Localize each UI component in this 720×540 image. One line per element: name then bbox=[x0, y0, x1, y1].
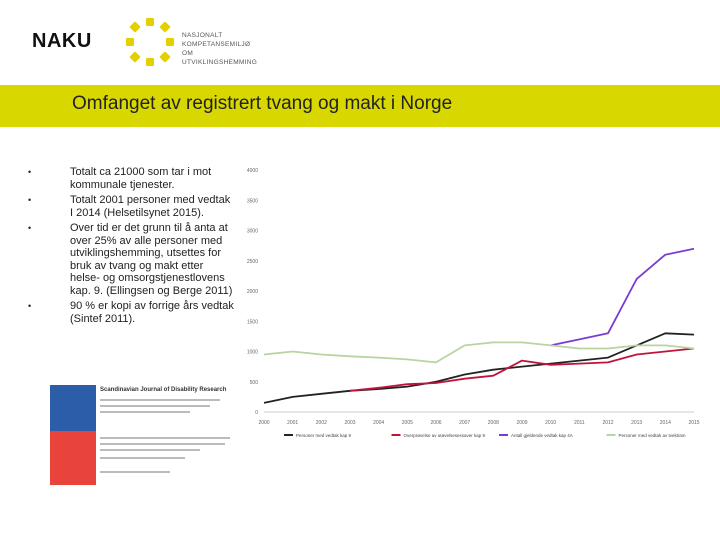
series-line bbox=[551, 249, 694, 346]
y-tick-label: 3500 bbox=[246, 198, 258, 205]
logo-subtitle bbox=[182, 31, 262, 67]
logo-text: NAKU bbox=[32, 30, 92, 52]
text-line bbox=[100, 405, 210, 407]
text-line bbox=[100, 443, 225, 445]
bullet-item: • Over tid er det grunn til å anta at over 25% av alle personer med utviklingshemming, utsettes for bruk av tvang og makt etter helse- og omsorgstjenestlovens kap. 9. (Ellingsen og Berge 2011) bbox=[28, 222, 236, 297]
legend-label: Antall gjeldende vedtak kap 4A bbox=[511, 433, 573, 438]
legend-label: Personer med vedtak av tvekt/am bbox=[618, 433, 686, 438]
y-tick-label: 3000 bbox=[246, 228, 258, 235]
x-tick-label: 2001 bbox=[287, 420, 299, 426]
legend-label: Personer med vedtak kap 9 bbox=[296, 433, 352, 438]
x-tick-label: 2005 bbox=[401, 420, 413, 426]
journal-cover-blue bbox=[50, 385, 96, 431]
slide-title: Omfanget av registrert tvang og makt i Norge bbox=[72, 93, 453, 114]
text-line bbox=[100, 437, 230, 439]
x-tick-label: 2010 bbox=[545, 420, 557, 426]
x-tick-label: 2006 bbox=[430, 420, 442, 426]
text-line bbox=[100, 457, 185, 459]
naku-logo bbox=[32, 16, 262, 68]
text-line bbox=[100, 399, 220, 401]
journal-thumbnail bbox=[50, 385, 236, 485]
line-chart bbox=[238, 158, 710, 448]
x-tick-label: 2012 bbox=[602, 420, 614, 426]
title-band bbox=[0, 85, 720, 127]
y-tick-label: 500 bbox=[249, 379, 258, 386]
x-tick-label: 2011 bbox=[573, 420, 585, 426]
x-tick-label: 2007 bbox=[459, 420, 471, 426]
x-tick-label: 2015 bbox=[688, 420, 700, 426]
series-line bbox=[350, 349, 694, 391]
bullet-list bbox=[28, 166, 236, 328]
x-tick-label: 2009 bbox=[516, 420, 528, 426]
y-tick-label: 4000 bbox=[246, 168, 258, 174]
y-tick-label: 1000 bbox=[246, 349, 258, 356]
journal-cover-red bbox=[50, 431, 96, 485]
x-tick-label: 2003 bbox=[344, 420, 356, 426]
y-tick-label: 2500 bbox=[246, 258, 258, 265]
x-tick-label: 2008 bbox=[487, 420, 499, 426]
bullet-item: • Totalt ca 21000 som tar i mot kommunale tjenester. bbox=[28, 166, 236, 191]
y-tick-label: 0 bbox=[255, 410, 258, 416]
bullet-item: • 90 % er kopi av forrige års vedtak (Sintef 2011). bbox=[28, 300, 236, 325]
text-line bbox=[100, 449, 200, 451]
x-tick-label: 2014 bbox=[659, 420, 671, 426]
text-line bbox=[100, 411, 190, 413]
x-tick-label: 2000 bbox=[258, 420, 270, 426]
logo-subtitle-line1: NASJONALT KOMPETANSEMILJØ bbox=[182, 32, 251, 48]
logo-subtitle-line2: OM UTVIKLINGSHEMMING bbox=[182, 50, 258, 66]
sun-icon bbox=[124, 16, 176, 68]
bullet-item: • Totalt 2001 personer med vedtak I 2014 (Helsetilsynet 2015). bbox=[28, 194, 236, 219]
x-tick-label: 2013 bbox=[631, 420, 643, 426]
y-tick-label: 2000 bbox=[246, 289, 258, 295]
x-tick-label: 2002 bbox=[315, 420, 327, 426]
series-line bbox=[264, 342, 694, 362]
text-line bbox=[100, 471, 170, 473]
journal-title: Scandinavian Journal of Disability Research bbox=[100, 387, 227, 393]
y-tick-label: 1500 bbox=[246, 319, 258, 326]
x-tick-label: 2004 bbox=[373, 420, 385, 426]
legend-label: Overprøvelse av utøvelsesessaver kap 9 bbox=[403, 433, 486, 438]
